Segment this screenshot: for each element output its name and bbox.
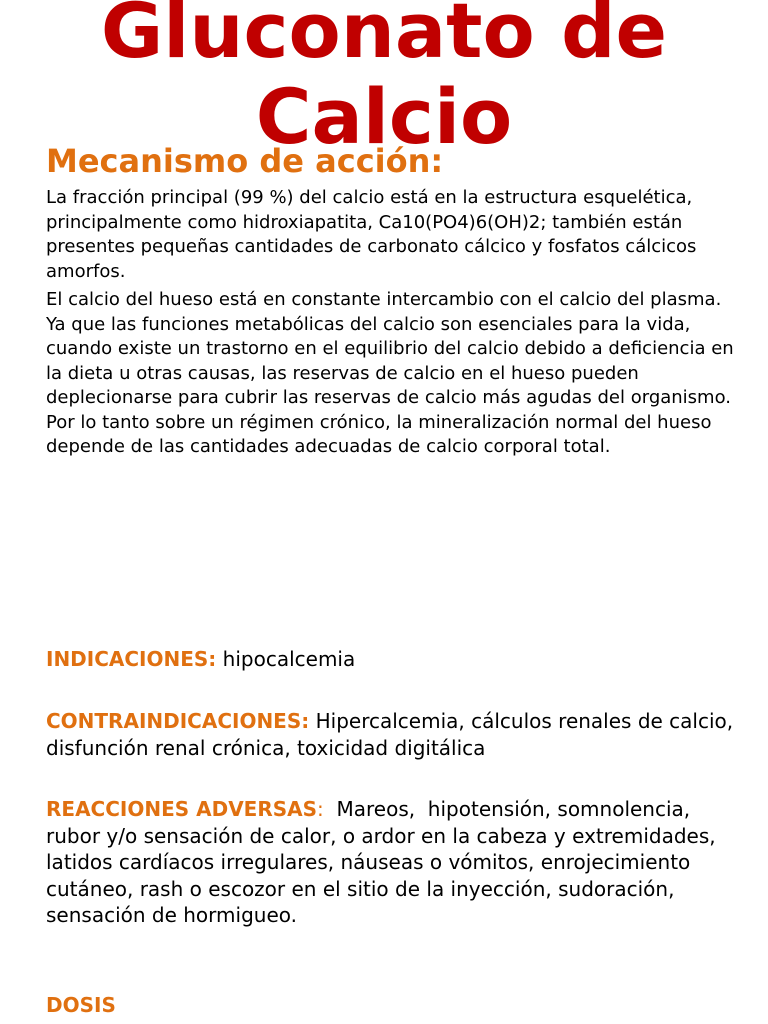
contraindications-label: CONTRAINDICACIONES: <box>46 709 310 733</box>
indications-label: INDICACIONES: <box>46 647 217 671</box>
mechanism-heading: Mecanismo de acción: <box>46 142 444 180</box>
adverse-reactions-section <box>46 796 736 929</box>
dosis-section <box>46 992 736 1019</box>
indications-text: hipocalcemia <box>216 647 356 671</box>
mechanism-paragraph-2: El calcio del hueso está en constante intercambio con el calcio del plasma. Ya que las funciones metabólicas del calcio son esenciales para la vida, cuando existe un trastorno en el equilibrio del calcio debido a deficiencia en la dieta u otras causas, las reservas de calcio en el hueso pueden deplecionarse para cubrir las reservas de calcio más agudas del organismo. Por lo tanto sobre un régimen crónico, la mineralización normal del hueso depende de las cantidades adecuadas de calcio corporal total. <box>46 289 734 457</box>
dosis-label: DOSIS <box>46 993 116 1017</box>
contraindications-section <box>46 708 736 761</box>
contraindications-text: Hipercalcemia, cálculos renales de calcio, disfunción renal crónica, toxicidad digitálica <box>46 709 734 760</box>
adverse-reactions-colon: : <box>317 797 324 821</box>
adverse-reactions-text: Mareos, hipotensión, somnolencia, rubor y/o sensación de calor, o ardor en la cabeza y extremidades, latidos cardíacos irregulares, náuseas o vómitos, enrojecimiento cutáneo, rash o escozor en el sitio de la inyección, sudoración, sensación de hormigueo. <box>46 797 722 927</box>
adverse-reactions-label: REACCIONES ADVERSAS <box>46 797 318 821</box>
indications-section <box>46 646 736 673</box>
document-title: Gluconato de Calcio <box>100 0 668 161</box>
mechanism-paragraph-1: La fracción principal (99 %) del calcio está en la estructura esquelética, principalmente como hidroxiapatita, Ca10(PO4)6(OH)2; también están presentes pequeñas cantidades de carbonato cálcico y fosfatos cálcicos amorfos. <box>46 187 697 282</box>
